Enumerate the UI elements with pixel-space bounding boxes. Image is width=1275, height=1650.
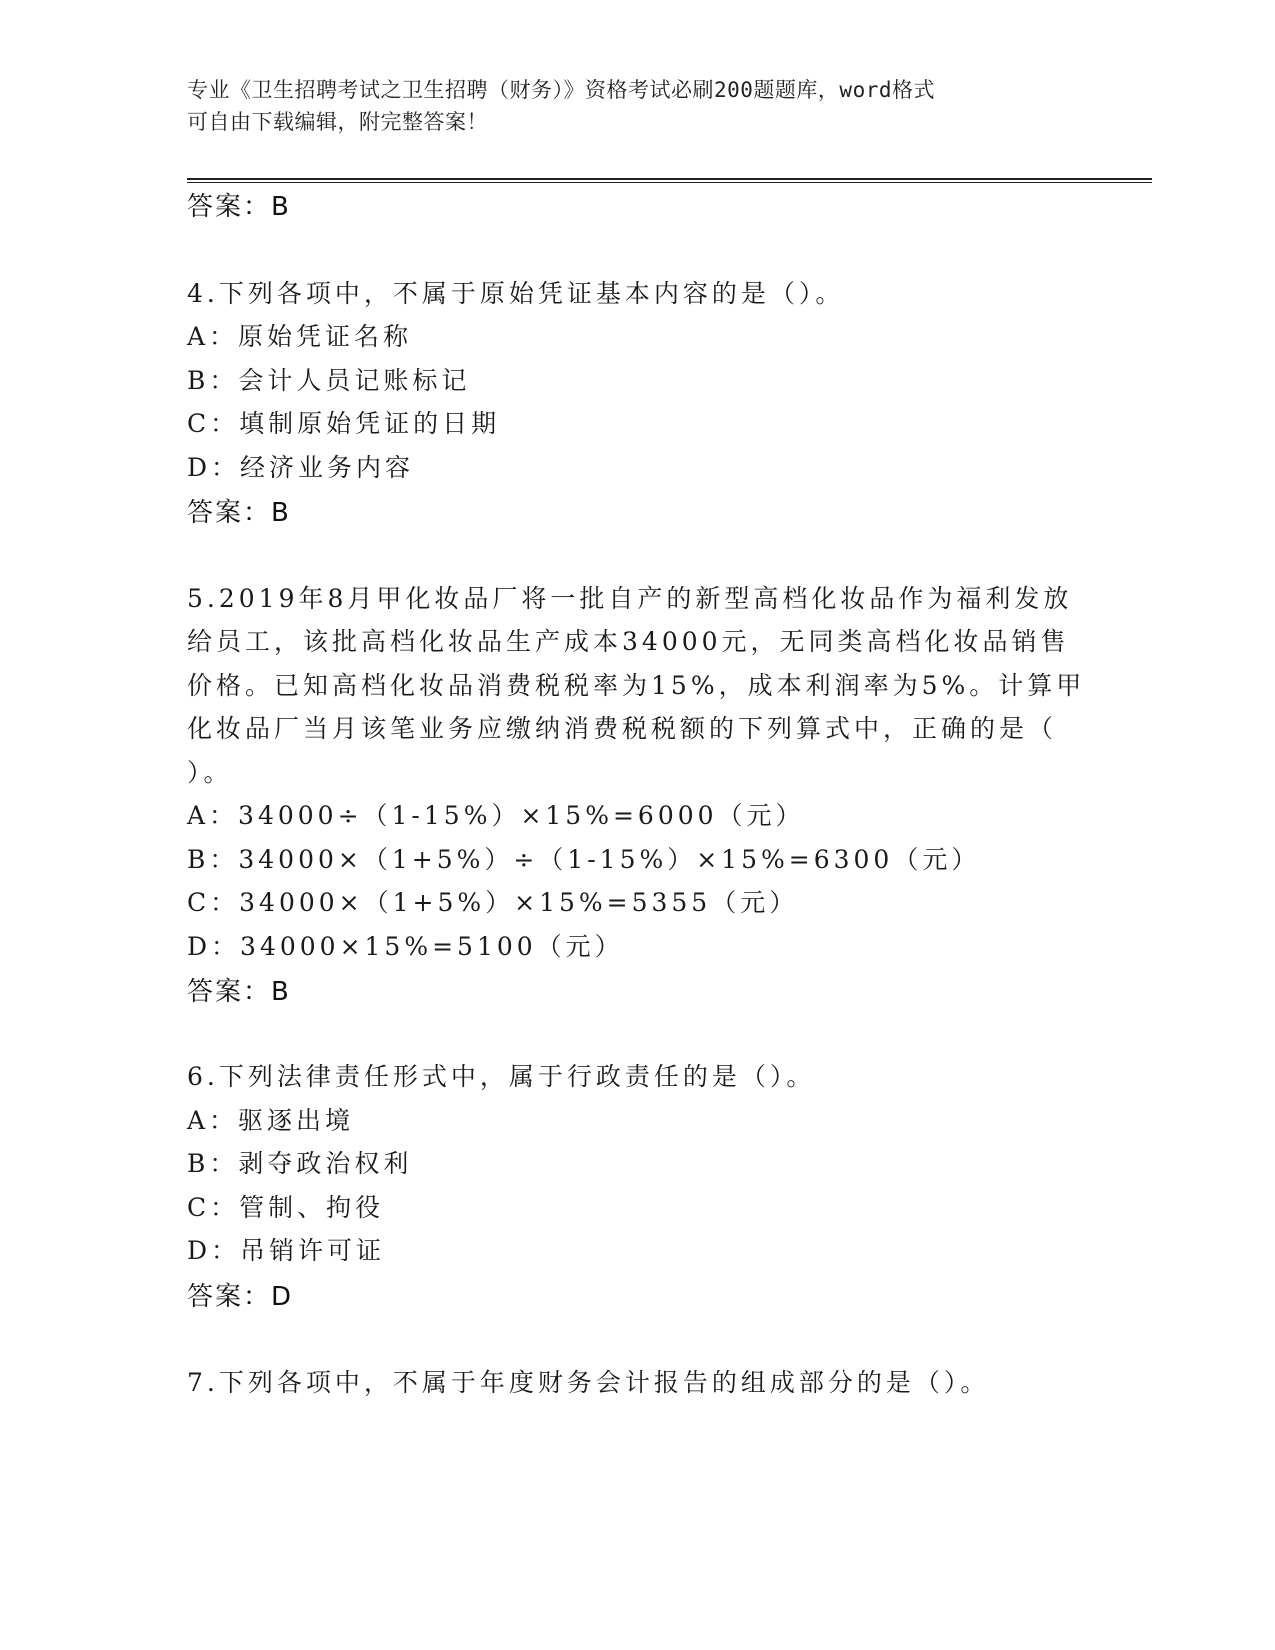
question-6-answer: 答案：D xyxy=(187,1282,294,1312)
question-4-answer: 答案：B xyxy=(187,498,291,528)
header-divider-top xyxy=(187,178,1152,180)
question-6-text: 6.下列法律责任形式中，属于行政责任的是（）。 xyxy=(187,1062,816,1091)
question-5-line-1: 5.2019年8月甲化妆品厂将一批自产的新型高档化妆品作为福利发放 xyxy=(187,584,1073,613)
answer-prev: 答案：B xyxy=(187,192,291,222)
question-5-answer: 答案：B xyxy=(187,977,291,1007)
header-line-2: 可自由下载编辑，附完整答案！ xyxy=(187,110,488,134)
question-5-line-4: 化妆品厂当月该笔业务应缴纳消费税税额的下列算式中，正确的是（ xyxy=(187,714,1058,743)
question-4-option-d: D：经济业务内容 xyxy=(187,453,415,482)
header-line-1: 专业《卫生招聘考试之卫生招聘（财务）》资格考试必刷200题题库，word格式 xyxy=(187,78,935,102)
question-4-option-c: C：填制原始凭证的日期 xyxy=(187,409,501,438)
question-6-option-b: B：剥夺政治权利 xyxy=(187,1149,413,1178)
question-7-text: 7.下列各项中，不属于年度财务会计报告的组成部分的是（）。 xyxy=(187,1368,990,1397)
page-header xyxy=(187,74,1067,138)
question-5-option-a: A：34000÷（1-15%）×15%=6000（元） xyxy=(187,801,805,830)
question-5-option-c: C：34000×（1+5%）×15%=5355（元） xyxy=(187,888,799,917)
question-4-text: 4.下列各项中，不属于原始凭证基本内容的是（）。 xyxy=(187,279,845,308)
question-4-option-b: B：会计人员记账标记 xyxy=(187,366,471,395)
question-5-option-d: D：34000×15%=5100（元） xyxy=(187,932,624,961)
question-6-option-d: D：吊销许可证 xyxy=(187,1236,386,1265)
question-5-line-5: ）。 xyxy=(187,758,233,787)
question-4-option-a: A：原始凭证名称 xyxy=(187,322,413,351)
header-divider-bottom xyxy=(187,182,1152,183)
question-6-option-c: C：管制、拘役 xyxy=(187,1193,385,1222)
question-5-option-b: B：34000×（1+5%）÷（1-15%）×15%=6300（元） xyxy=(187,845,981,874)
question-6-option-a: A：驱逐出境 xyxy=(187,1106,355,1135)
question-5-line-2: 给员工，该批高档化妆品生产成本34000元，无同类高档化妆品销售 xyxy=(187,627,1070,656)
question-5-line-3: 价格。已知高档化妆品消费税税率为15%，成本利润率为5%。计算甲 xyxy=(187,671,1086,700)
